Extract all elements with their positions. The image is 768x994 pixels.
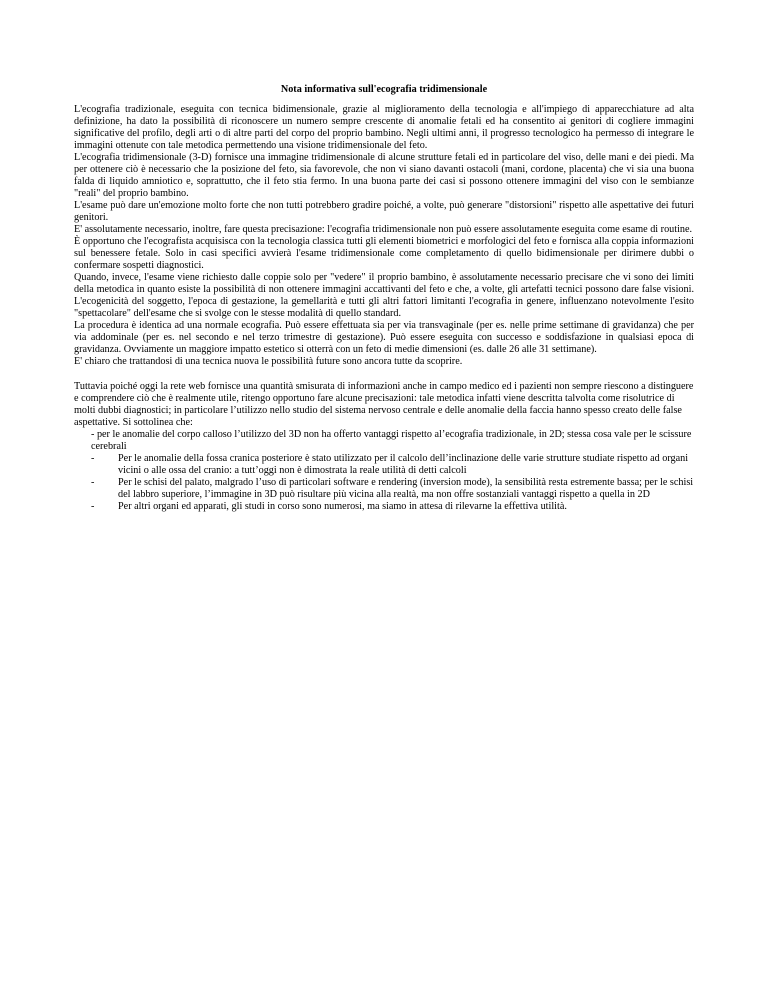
bullet-dash: -: [91, 477, 95, 488]
bullet-dash: -: [91, 453, 95, 464]
paragraph-biometrics: È opportuno che l'ecografista acquisisca con la tecnologia classica tutti gli elementi biometrici e morfologici del feto e fornisca alla coppia informazioni sul benessere fetale. Solo in casi specifici avvierà l'esame tridimensionale come completamento di quello bidimensionale per dirimere dubbi o confermare sospetti diagnostici.: [74, 236, 694, 271]
list-item-posterior-fossa: [74, 453, 694, 477]
list-item-text: Per altri organi ed apparati, gli studi in corso sono numerosi, ma siamo in attesa di rilevarne la effettiva utilità.: [118, 501, 567, 512]
list-item-other-organs: [74, 501, 694, 513]
paragraph-future: E' chiaro che trattandosi di una tecnica nuova le possibilità future sono ancora tutte da scoprire.: [74, 356, 463, 367]
section-spacer: [74, 368, 694, 381]
bullet-dash: -: [91, 501, 95, 512]
list-item-text: Per le anomalie della fossa cranica posteriore è stato utilizzato per il calcolo dell’inclinazione delle varie strutture studiate rispetto ad organi vicini o alle ossa del cranio: a tutt’oggi non è dimostrata la reale utilità di detti calcoli: [118, 453, 689, 476]
paragraph-limits: Quando, invece, l'esame viene richiesto dalle coppie solo per "vedere" il proprio bambino, è assolutamente necessario precisare che vi sono dei limiti della metodica in quanto esiste la possibilità di non ottenere immagini accattivanti del feto e che, a volte, gli artefatti tecnici possono dare false visioni. L'ecogenicità del soggetto, l'epoca di gestazione, la gemellarità e tutti gli altri fattori limitanti l'ecografia in genere, influenzano notevolmente l'esito "spettacolare" dell'esame che si svolge con le stesse modalità di quello standard.: [74, 272, 694, 319]
paragraph-web-info: Tuttavia poiché oggi la rete web fornisce una quantità smisurata di informazioni anche in campo medico ed i pazienti non sempre riescono a distinguere e comprendere ciò che è realmente utile, ritengo opportuno fare alcune precisazioni: tale metodica infatti viene descritta talvolta come risolutrice di molti dubbi diagnostici; in particolare l’utilizzo nello studio del sistema nervoso centrale e delle anomalie della faccia hanno spesso creato delle false aspettative. Si sottolinea che:: [74, 381, 694, 428]
paragraph-3d-definition: L'ecografia tridimensionale (3-D) fornisce una immagine tridimensionale di alcune strutture fetali ed in particolare del viso, delle mani e dei piedi. Ma per ottenere ciò è necessario che la posizione del feto, sia favorevole, che non vi siano davanti ostacoli (mani, cordone, placenta) che vi sia una buona falda di liquido amniotico e, soprattutto, che il feto stia fermo. In una buona parte dei casi si possono ottenere immagini del viso con le sembianze "reali" del proprio bambino.: [74, 152, 694, 199]
paragraph-intro: L'ecografia tradizionale, eseguita con tecnica bidimensionale, grazie al miglioramento della tecnologia e all'impiego di apparecchiature ad alta definizione, ha dato la possibilità di riconoscere un numero sempre crescente di anomalie fetali ed ha consentito ai genitori di cogliere immagini significative del profilo, degli arti o di altre parti del corpo del proprio bambino. Negli ultimi anni, il progresso tecnologico ha permesso di integrare le immagini ottenute con tale metodica permettendo una visione tridimensionale del feto.: [74, 104, 694, 151]
list-item-corpus-callosum: - per le anomalie del corpo calloso l’utilizzo del 3D non ha offerto vantaggi rispetto al’ecografia tradizionale, in 2D; stessa cosa vale per le scissure cerebrali: [91, 429, 692, 452]
document-page: [74, 84, 694, 513]
list-item-palate-cleft: [74, 477, 694, 501]
bullet-list: [74, 453, 694, 513]
list-item-text: Per le schisi del palato, malgrado l’uso di particolari software e rendering (inversion mode), la sensibilità resta estremente bassa; per le schisi del labbro superiore, l’immagine in 3D può risultare più vicina alla realtà, ma non offre sostanziali vantaggi rispetto a quella in 2D: [118, 477, 694, 500]
paragraph-not-routine: E' assolutamente necessario, inoltre, fare questa precisazione: l'ecografia tridimensionale non può essere assolutamente eseguita come esame di routine.: [74, 224, 693, 235]
paragraph-procedure: La procedura è identica ad una normale ecografia. Può essere effettuata sia per via transvaginale (per es. nelle prime settimane di gravidanza) che per via addominale (per es. nel secondo e nel terzo trimestre di gestazione). Può essere eseguita con successo e soddisfazione in qualsiasi epoca di gravidanza. Ovviamente un maggiore impatto estetico si otterrà con un feto di medie dimensioni (es. dalle 26 alle 31 settimane).: [74, 320, 694, 355]
document-title: Nota informativa sull'ecografia tridimensionale: [280, 84, 488, 95]
paragraph-emotion: L'esame può dare un'emozione molto forte che non tutti potrebbero gradire poiché, a volte, può generare "distorsioni" rispetto alle aspettative dei futuri genitori.: [74, 200, 694, 223]
